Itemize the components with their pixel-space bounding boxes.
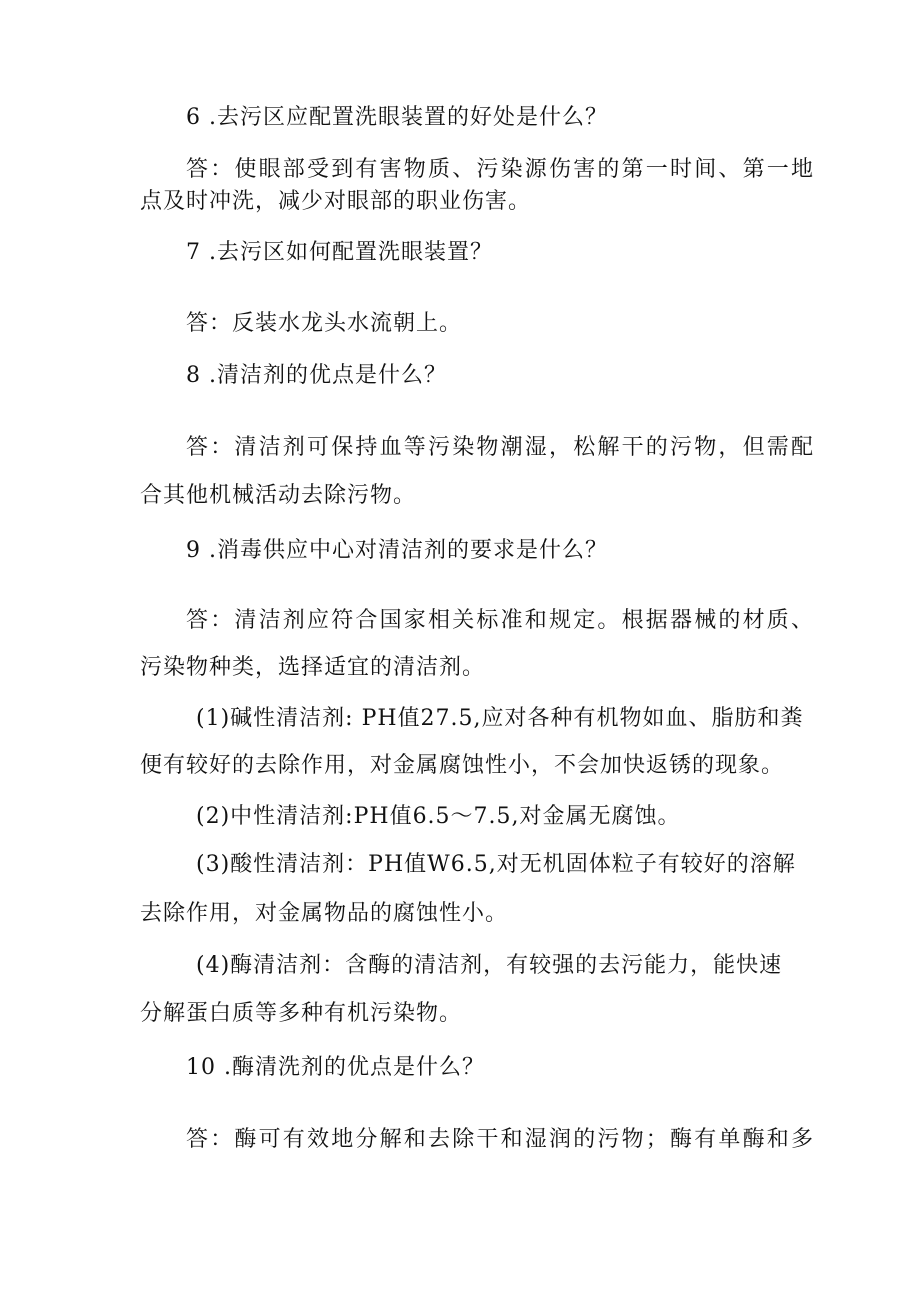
question-8: 8 .清洁剂的优点是什么？ — [186, 363, 447, 388]
question-10: 10 .酶清洗剂的优点是什么？ — [186, 1055, 485, 1080]
question-9: 9 .消毒供应中心对清洁剂的要求是什么？ — [186, 538, 608, 563]
answer-7: 答：反装水龙头水流朝上。 — [186, 311, 463, 336]
answer-8-line-1: 答：清洁剂可保持血等污染物潮湿，松解干的污物，但需配 — [186, 435, 816, 460]
answer-10-line-1: 答：酶可有效地分解和去除干和湿润的污物；酶有单酶和多 — [186, 1127, 816, 1152]
acidic-cleaner-line-1: (3)酸性清洁剂：PH值W6.5,对无机固体粒子有较好的溶解 — [196, 852, 796, 877]
question-7: 7 .去污区如何配置洗眼装置？ — [186, 240, 493, 265]
enzyme-cleaner-line-1: (4)酶清洁剂：含酶的清洁剂，有较强的去污能力，能快速 — [196, 953, 783, 978]
acidic-cleaner-line-2: 去除作用，对金属物品的腐蚀性小。 — [140, 901, 509, 926]
answer-6-line-2: 点及时冲洗，减少对眼部的职业伤害。 — [140, 189, 532, 214]
alkaline-cleaner-line-1: (1)碱性清洁剂: PH值27.5,应对各种有机物如血、脂肪和粪 — [196, 706, 804, 731]
enzyme-cleaner-line-2: 分解蛋白质等多种有机污染物。 — [140, 1001, 463, 1026]
answer-6-line-1: 答：使眼部受到有害物质、污染源伤害的第一时间、第一地 — [186, 157, 816, 182]
answer-8-line-2: 合其他机械活动去除污物。 — [140, 483, 417, 508]
answer-9-line-2: 污染物种类，选择适宜的清洁剂。 — [140, 655, 486, 680]
answer-9-line-1: 答：清洁剂应符合国家相关标准和规定。根据器械的材质、 — [186, 608, 816, 633]
neutral-cleaner: (2)中性清洁剂:PH值6.5～7.5,对金属无腐蚀。 — [196, 804, 681, 829]
question-6: 6 .去污区应配置洗眼装置的好处是什么？ — [186, 105, 608, 130]
alkaline-cleaner-line-2: 便有较好的去除作用，对金属腐蚀性小，不会加快返锈的现象。 — [140, 753, 785, 778]
